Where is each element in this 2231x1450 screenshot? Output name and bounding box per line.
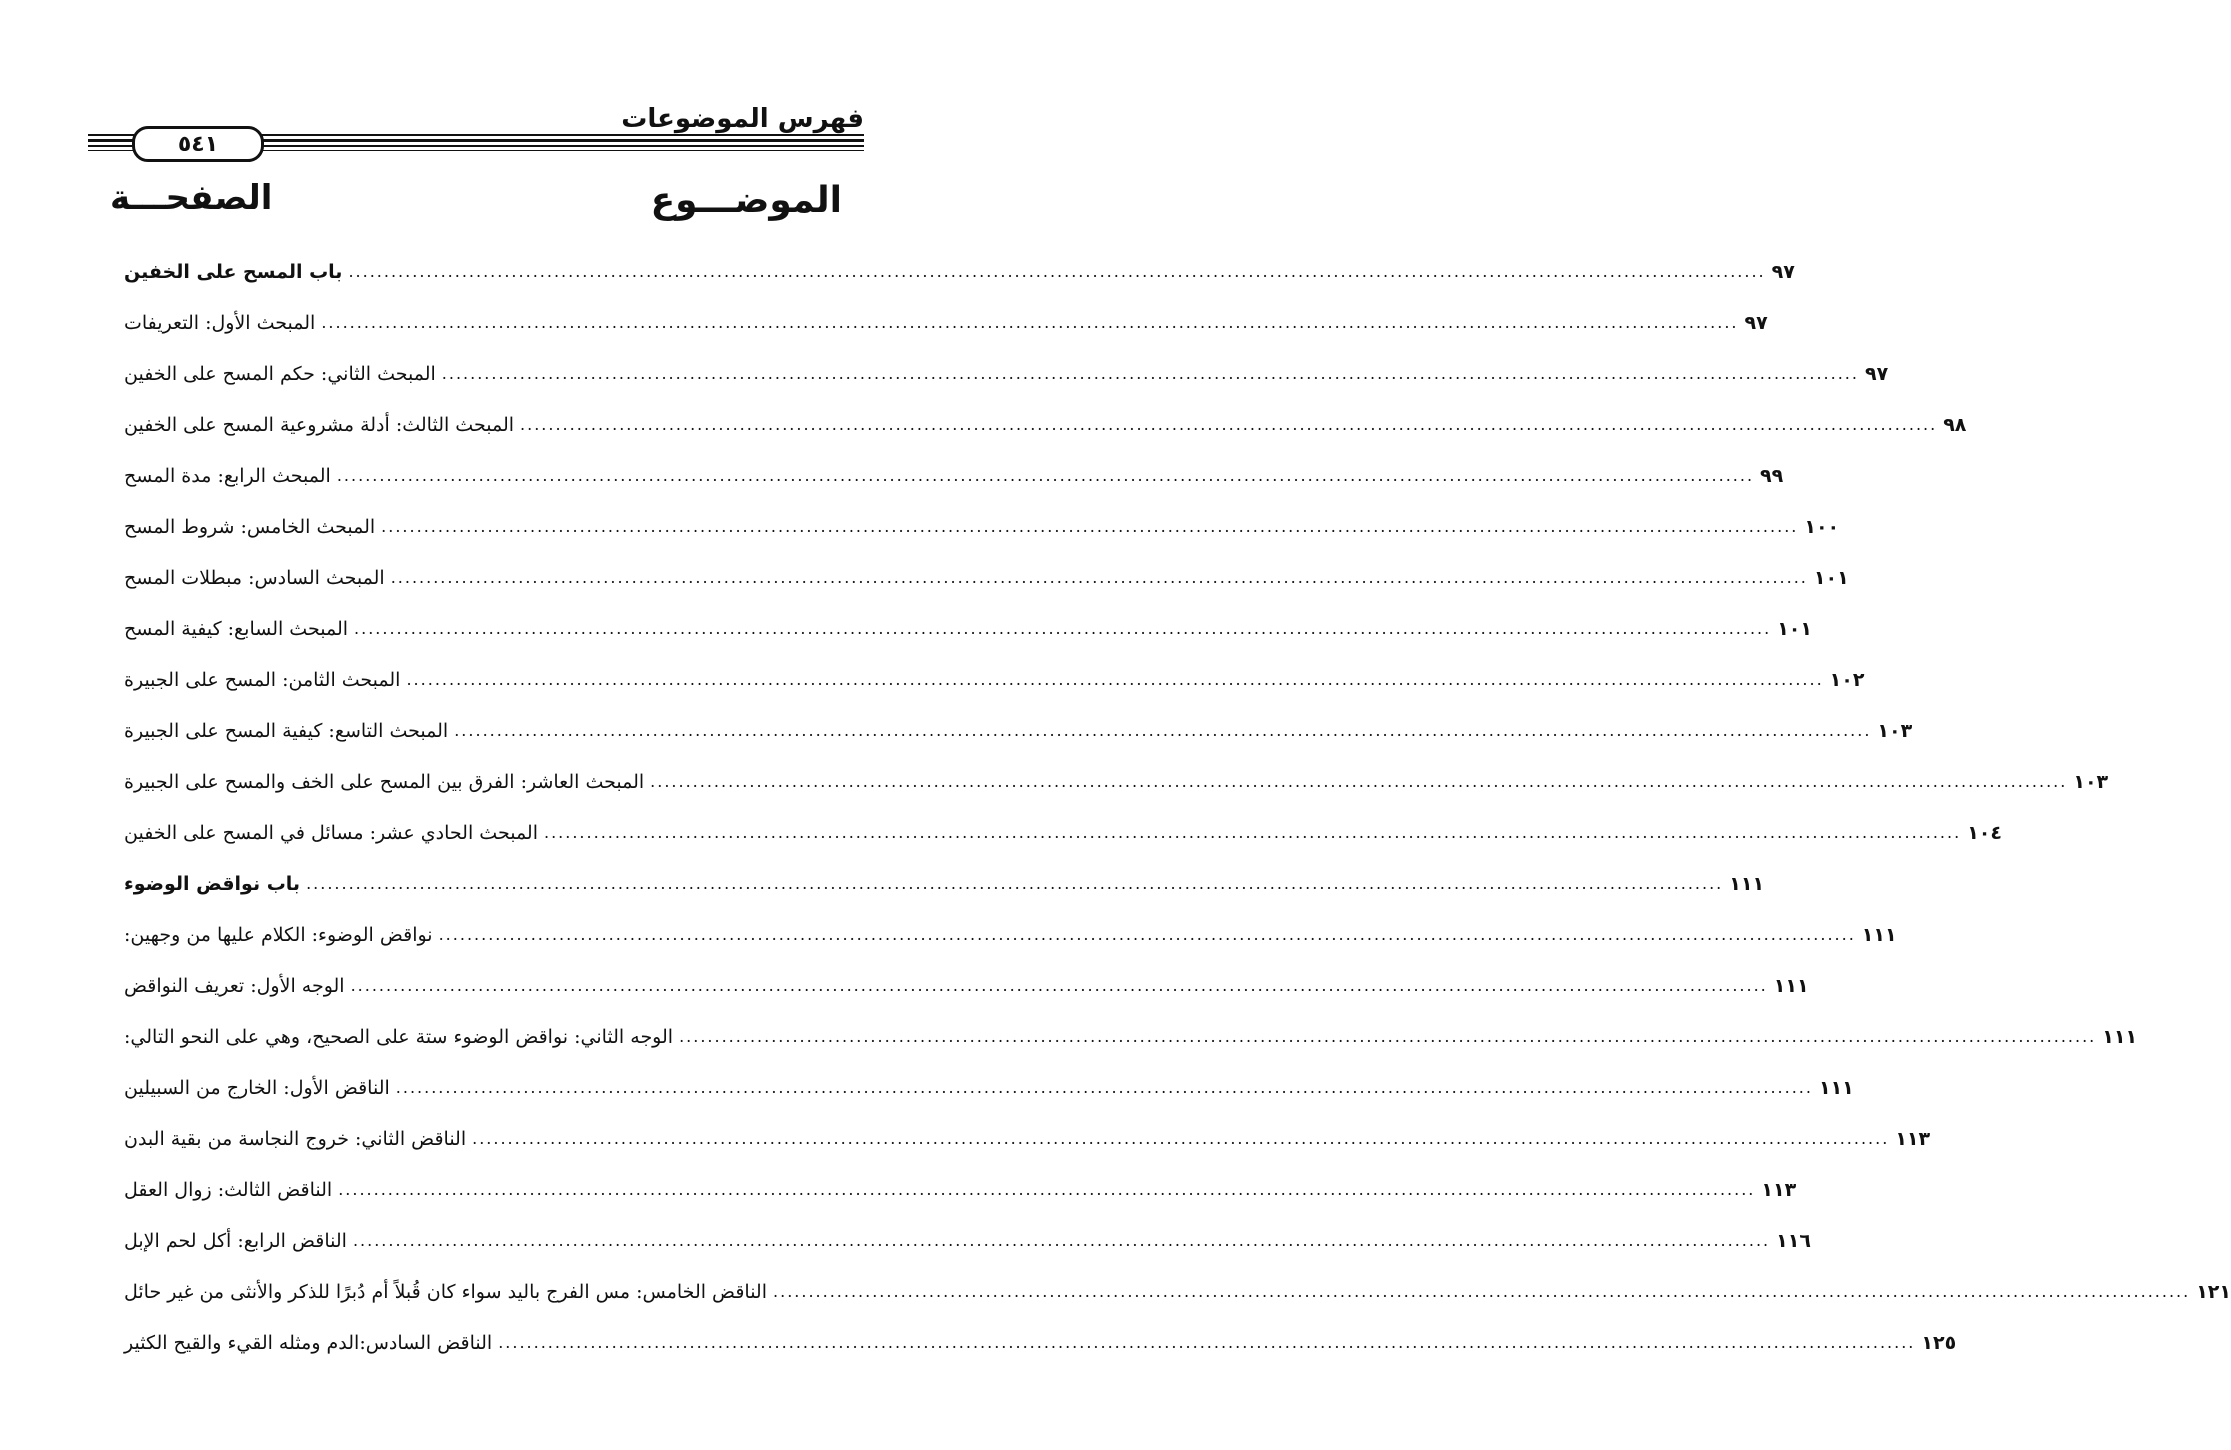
dot-leader: ........................................................................................................................................................................................................	[390, 568, 1808, 587]
column-heading-topic: الموضـــوع	[650, 180, 842, 221]
toc-entry-title: الناقض الثاني: خروج النجاسة من بقية البدن	[124, 1127, 467, 1150]
toc-entry-title: المبحث الخامس: شروط المسح	[124, 515, 376, 538]
toc-entry-title: المبحث الثامن: المسح على الجبيرة	[124, 668, 401, 691]
toc-entry	[120, 960, 1809, 1011]
toc-entry-page: ١٢١	[2196, 1280, 2231, 1303]
toc-entry-page: ١٠٣	[1877, 719, 1913, 742]
toc-entry-page: ١٠٣	[2073, 770, 2109, 793]
dot-leader: ........................................................................................................................................................................................................	[354, 619, 1772, 638]
toc-entry	[120, 1317, 1957, 1368]
page-number: ٥٤١	[132, 126, 264, 162]
toc-entry-page: ١١١	[1818, 1076, 1854, 1099]
toc-entry	[120, 246, 1795, 297]
toc-entry-page: ٩٩	[1760, 464, 1784, 487]
dot-leader: ........................................................................................................................................................................................................	[350, 976, 1768, 995]
toc-entry	[120, 858, 1765, 909]
toc-entry-page: ١٠١	[1777, 617, 1812, 640]
toc-entry-page: ١١٣	[1895, 1127, 1931, 1150]
dot-leader: ........................................................................................................................................................................................................	[441, 364, 1859, 383]
toc-entry-title: نواقض الوضوء: الكلام عليها من وجهين:	[124, 923, 433, 946]
toc-entry-title: المبحث التاسع: كيفية المسح على الجبيرة	[124, 719, 449, 742]
dot-leader: ........................................................................................................................................................................................................	[321, 313, 1739, 332]
toc-entry-title: الناقض الخامس: مس الفرج باليد سواء كان قُبلاً أم دُبرًا للذكر والأنثى من غير حائل	[124, 1280, 768, 1303]
toc-entry-page: ١٠٠	[1804, 515, 1840, 538]
toc-entry-title: المبحث الرابع: مدة المسح	[124, 464, 331, 487]
toc-entry	[120, 1164, 1797, 1215]
dot-leader: ........................................................................................................................................................................................................	[395, 1078, 1813, 1097]
toc-entry	[120, 1266, 2231, 1317]
dot-leader: ........................................................................................................................................................................................................	[438, 925, 1856, 944]
toc-entry-title: الوجه الأول: تعريف النواقض	[124, 974, 345, 997]
dot-leader: ........................................................................................................................................................................................................	[520, 415, 1938, 434]
toc-entry-page: ١٠٢	[1829, 668, 1865, 691]
toc-entry-title: المبحث الحادي عشر: مسائل في المسح على الخفين	[124, 821, 538, 844]
toc-entry-title: الناقض الرابع: أكل لحم الإبل	[124, 1229, 347, 1252]
dot-leader: ........................................................................................................................................................................................................	[352, 1231, 1771, 1250]
toc-entry	[120, 1113, 1931, 1164]
toc-entry-title: الناقض الأول: الخارج من السبيلين	[124, 1076, 390, 1099]
toc-entry-page: ٩٨	[1943, 413, 1967, 436]
dot-leader: ........................................................................................................................................................................................................	[338, 1180, 1756, 1199]
toc-entry	[120, 654, 1865, 705]
toc-entry-page: ١١١	[1861, 923, 1897, 946]
toc-entry-title: المبحث العاشر: الفرق بين المسح على الخف والمسح على الجبيرة	[124, 770, 645, 793]
toc-entry-title: المبحث السادس: مبطلات المسح	[124, 566, 385, 589]
table-of-contents	[120, 246, 2231, 1368]
toc-entry-page: ١٠١	[1813, 566, 1849, 589]
toc-entry-page: ٩٧	[1744, 311, 1768, 334]
toc-entry-title: المبحث السابع: كيفية المسح	[124, 617, 349, 640]
dot-leader: ........................................................................................................................................................................................................	[773, 1282, 2191, 1301]
toc-entry	[120, 705, 1913, 756]
toc-entry	[120, 756, 2109, 807]
toc-entry-title: المبحث الثاني: حكم المسح على الخفين	[124, 362, 436, 385]
toc-entry	[120, 348, 1889, 399]
header-rule	[88, 128, 864, 156]
dot-leader: ........................................................................................................................................................................................................	[679, 1027, 2097, 1046]
toc-entry-title: باب المسح على الخفين	[124, 260, 343, 283]
toc-entry-title: باب نواقض الوضوء	[124, 872, 301, 895]
dot-leader: ........................................................................................................................................................................................................	[381, 517, 1799, 536]
dot-leader: ........................................................................................................................................................................................................	[336, 466, 1755, 485]
running-title: فهرس الموضوعات	[621, 104, 864, 134]
toc-entry-page: ١١١	[1773, 974, 1809, 997]
toc-entry-page: ١٢٥	[1921, 1331, 1957, 1354]
toc-entry-page: ١٠٤	[1967, 821, 2002, 844]
toc-entry-page: ٩٧	[1864, 362, 1889, 385]
toc-entry-title: الوجه الثاني: نواقض الوضوء ستة على الصحيح، وهي على النحو التالي:	[124, 1025, 674, 1048]
dot-leader: ........................................................................................................................................................................................................	[348, 262, 1766, 281]
toc-entry	[120, 297, 1768, 348]
toc-entry-title: الناقض الثالث: زوال العقل	[124, 1178, 333, 1201]
toc-entry-page: ١١٦	[1776, 1229, 1811, 1252]
toc-entry-title: المبحث الأول: التعريفات	[124, 311, 316, 334]
toc-entry-title: المبحث الثالث: أدلة مشروعية المسح على الخفين	[124, 413, 515, 436]
dot-leader: ........................................................................................................................................................................................................	[454, 721, 1872, 740]
dot-leader: ........................................................................................................................................................................................................	[406, 670, 1824, 689]
toc-entry	[120, 501, 1840, 552]
toc-entry	[120, 1062, 1854, 1113]
toc-entry-page: ١١٣	[1761, 1178, 1797, 1201]
toc-entry	[120, 1011, 2138, 1062]
toc-entry-page: ١١١	[2102, 1025, 2138, 1048]
dot-leader: ........................................................................................................................................................................................................	[306, 874, 1724, 893]
dot-leader: ........................................................................................................................................................................................................	[472, 1129, 1890, 1148]
dot-leader: ........................................................................................................................................................................................................	[650, 772, 2068, 791]
dot-leader: ........................................................................................................................................................................................................	[544, 823, 1962, 842]
toc-entry-title: الناقض السادس:الدم ومثله القيء والقيح الكثير	[124, 1331, 493, 1354]
column-heading-page: الصفحـــة	[110, 178, 273, 218]
toc-entry	[120, 1215, 1811, 1266]
dot-leader: ........................................................................................................................................................................................................	[498, 1333, 1916, 1352]
toc-entry	[120, 807, 2002, 858]
toc-entry	[120, 909, 1897, 960]
toc-entry	[120, 399, 1967, 450]
toc-entry	[120, 603, 1812, 654]
toc-entry	[120, 552, 1849, 603]
toc-entry	[120, 450, 1784, 501]
toc-entry-page: ٩٧	[1771, 260, 1795, 283]
toc-entry-page: ١١١	[1729, 872, 1765, 895]
